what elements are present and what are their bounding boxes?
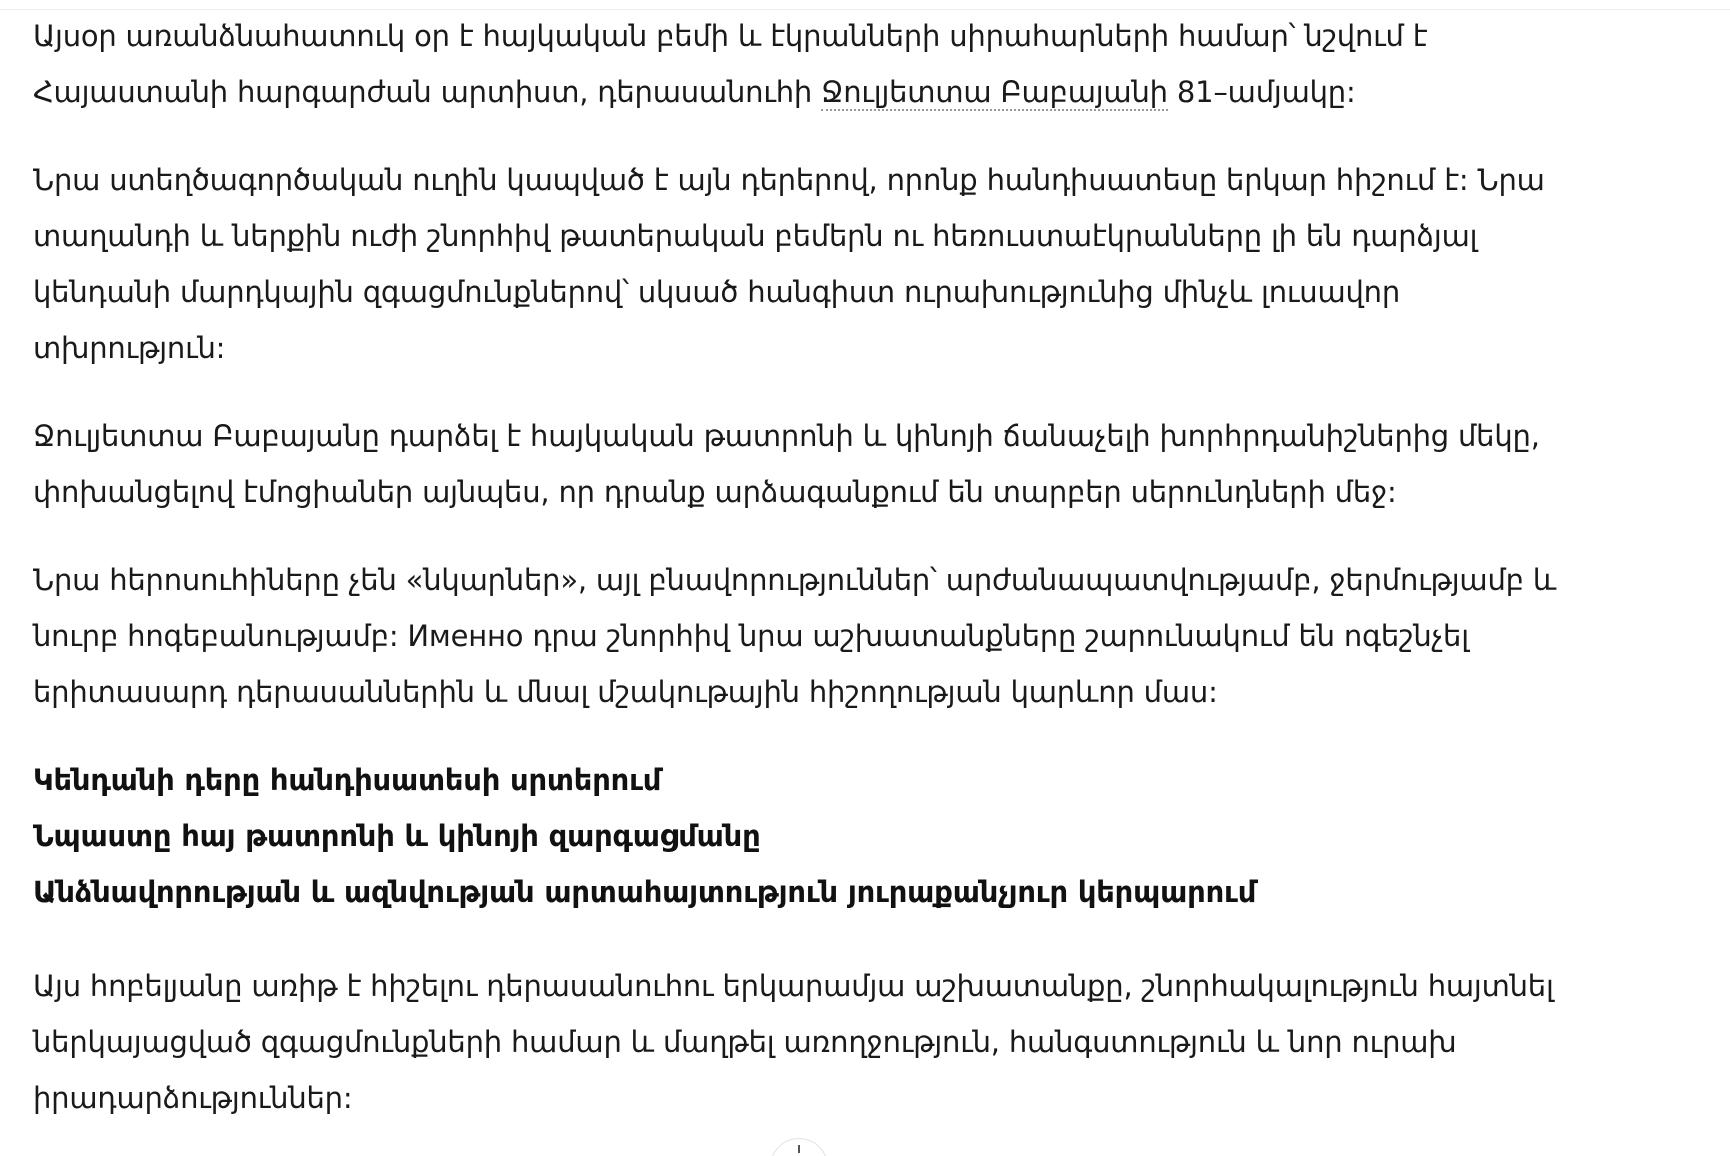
paragraph-line: Նրա ստեղծագործական ուղին կապված է այն դերերով, որոնք հանդիսատեսը երկար հիշում է: Նրա [33,163,1545,197]
paragraph-line: նուրբ հոգեբանությամբ: Именно դրա շնորհիվ նրա աշխատանքները շարունակում են ոգեշնչել [33,619,1469,653]
actress-name-link[interactable]: Ջուլյետտա Բաբայանի [821,75,1168,109]
paragraph-line: տխրություն: [33,331,226,365]
highlight-item: Նպաստը հայ թատրոնի և կինոյի զարգացմանը [33,819,761,853]
chevron-up-icon [798,1145,800,1153]
highlights-list [33,752,1683,920]
paragraph-heroines [33,552,1613,720]
paragraph-line: կենդանի մարդկային զգացմունքներով՝ սկսած հանգիստ ուրախությունից մինչև լուսավոր [33,275,1401,309]
scroll-button[interactable] [770,1138,828,1156]
paragraph-line: Այս հոբելյանը առիթ է հիշելու դերասանուհու երկարամյա աշխատանքը, շնորհակալություն հայտնել [33,969,1554,1003]
highlight-item: Անձնավորության և ազնվության արտահայտություն յուրաքանչյուր կերպարում [33,875,1257,909]
paragraph-line: փոխանցելով էմոցիաներ այնպես, որ դրանք արձագանքում են տարբեր սերունդների մեջ: [33,475,1397,509]
highlight-item: Կենդանի դերը հանդիսատեսի սրտերում [33,763,662,797]
text-segment: 81–ամյակը: [1167,75,1356,109]
paragraph-line: երիտասարդ դերասաններին և մնալ մշակութային հիշողության կարևոր մաս: [33,675,1218,709]
paragraph-jubilee [33,958,1593,1126]
paragraph-symbol [33,408,1593,520]
paragraph-line [33,64,1593,120]
paragraph-career [33,152,1593,376]
paragraph-line: Այսօր առանձնահատուկ օր է հայկական բեմի և էկրանների սիրահարների համար՝ նշվում է [33,19,1428,53]
paragraph-intro [33,8,1593,120]
paragraph-line: ներկայացված զգացմունքների համար և մաղթել առողջություն, հանգստություն և նոր ուրախ [33,1025,1457,1059]
paragraph-line: իրադարձություններ: [33,1081,353,1115]
article-body [33,8,1683,1126]
paragraph-line: Նրա հերոսուհիները չեն «նկարներ», այլ բնավորություններ՝ արժանապատվությամբ, ջերմությամբ և [33,563,1557,597]
paragraph-line: տաղանդի և ներքին ուժի շնորհիվ թատերական բեմերն ու հեռուստաէկրանները լի են դարձյալ [33,219,1478,253]
text-segment: Հայաստանի հարգարժան արտիստ, դերասանուհի [33,75,822,109]
paragraph-line: Ջուլյետտա Բաբայանը դարձել է հայկական թատրոնի և կինոյի ճանաչելի խորհրդանիշներից մեկը, [33,419,1540,453]
